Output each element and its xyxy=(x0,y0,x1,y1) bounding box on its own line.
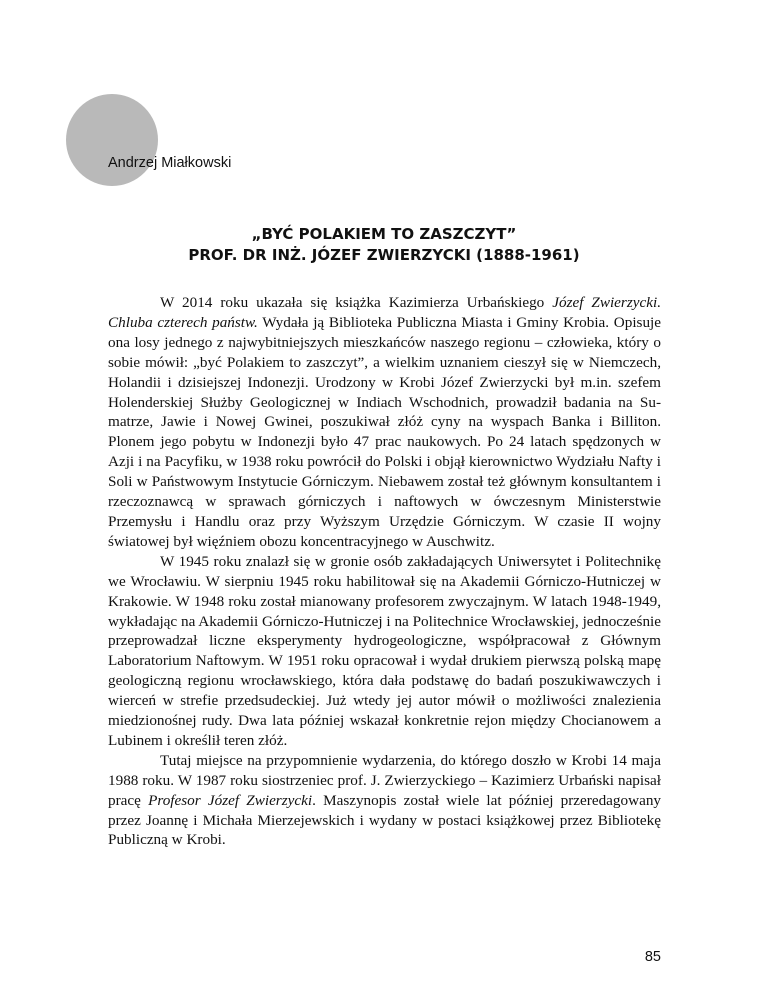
decorative-circle xyxy=(66,94,158,186)
paragraph-3-text-b: . Maszynopis został wiele lat później przeredagowany przez Joannę i Michała Mierzejewskich i wydany w postaci książkowej przez Bibliotekę Publiczną w Krobi. xyxy=(108,791,662,849)
paragraph-1-text-a: W 2014 roku ukazała się książka Kazimierza Urbańskiego xyxy=(160,294,553,311)
title-line-2: PROF. DR INŻ. JÓZEF ZWIERZYCKI (1888-1961) xyxy=(188,246,580,264)
book-title: Józef Zwierzycki. Chluba czterech państw. xyxy=(108,294,661,331)
paragraph-1 xyxy=(108,293,661,552)
paragraph-1-text-b: Wydała ją Biblioteka Publiczna Miasta i Gminy Krobia. Opisuje ona losy jednego z najwybitniejszych mieszkańców naszego regionu – człowieka, który o sobie mówił: „być Polakiem to zaszczyt”, a wielkim uznaniem cieszył się w Niemczech, Holandii i dzisiejszej Indonezji. Urodzony w Krobi Józef Zwierzycki był m.in. szefem Holenderskiej Służby Geologicznej w Indiach Wschodnich, prowadził badania na Sumatrze, Jawie i Nowej Gwinei, poszukiwał złóż cyny na wyspach Banka i Billiton. Plonem jego pobytu w Indonezji było 47 prac naukowych. Po 24 latach spędzonych w Azji i na Pacyfiku, w 1938 roku powrócił do Polski i objął kierownictwo Wydziału Nafty i Soli w Państwowym Instytucie Górniczym. Niebawem został też głównym konsultantem i rzeczoznawcą w sprawach górniczych i naftowych w ówczesnym Ministerstwie Przemysłu i Handlu oraz przy Wyższym Urzędzie Górniczym. W czasie II wojny światowej był więźniem obozu koncentracyjnego w Auschwitz. xyxy=(108,313,662,550)
paragraph-2: W 1945 roku znalazł się w gronie osób zakładających Uniwersytet i Politechnikę we Wrocławiu. W sierpniu 1945 roku habilitował się na Akademii Górniczo-Hutniczej w Krakowie. W 1948 roku został mianowany profesorem zwyczajnym. W latach 1948-1949, wykładając na Akademii Górniczo-Hutniczej i na Politechnice Wrocławskiej, jednocześnie przeprowadzał liczne eksperymenty hydrogeologiczne, współpracował z Głównym Laboratorium Naftowym. W 1951 roku opracował i wydał drukiem pierwszą polską mapę geologiczną regionu wrocławskiego, która dała podstawę do badań poszukiwawczych i wierceń w strefie przedsudeckiej. Już wtedy jej autor mówił o możliwości znalezienia miedzionośnej rudy. Dwa lata później wskazał konkretnie rejon między Chocianowem a Lubinem i określił teren złóż. xyxy=(108,552,661,749)
article-body xyxy=(108,293,661,850)
page-number: 85 xyxy=(644,949,661,965)
paragraph-3 xyxy=(108,751,661,851)
author-name: Andrzej Miałkowski xyxy=(108,155,232,171)
work-title: Profesor Józef Zwierzycki xyxy=(148,791,313,809)
title-line-1: „BYĆ POLAKIEM TO ZASZCZYT” xyxy=(251,225,517,243)
article-title xyxy=(108,224,660,266)
paragraph-3-text-a: Tutaj miejsce na przypomnienie wydarzenia, do którego doszło w Krobi 14 maja 1988 roku. W 1987 roku siostrzeniec prof. J. Zwierzyckiego – Kazimierz Urbański napisał pracę xyxy=(108,751,661,809)
